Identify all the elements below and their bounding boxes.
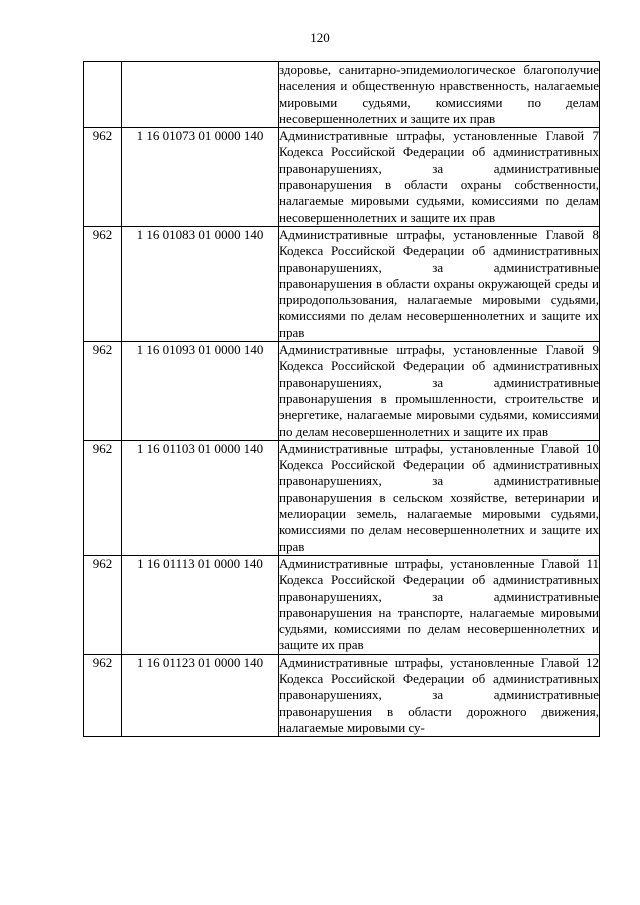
- table-row: [84, 555, 600, 654]
- admin-code-cell: 962: [84, 440, 122, 555]
- kbk-code-cell: 1 16 01113 01 0000 140: [122, 555, 279, 654]
- kbk-code-cell: [122, 62, 279, 128]
- page-number: 120: [310, 30, 330, 45]
- description-cell: [279, 555, 600, 654]
- description-cell: [279, 342, 600, 441]
- kbk-code-cell: 1 16 01103 01 0000 140: [122, 440, 279, 555]
- admin-code-cell: 962: [84, 342, 122, 441]
- kbk-code-cell: 1 16 01123 01 0000 140: [122, 654, 279, 736]
- description-text: Административные штрафы, установленные Главой 11 Кодекса Российской Федерации об административных правонарушениях, за административные правонарушения на транспорте, налагаемые мировыми судьями, комиссиями по делам несовершеннолетних и защите их прав: [279, 555, 599, 653]
- admin-code-cell: 962: [84, 555, 122, 654]
- table-row: [84, 654, 600, 736]
- description-text: Административные штрафы, установленные Главой 10 Кодекса Российской Федерации об административных правонарушениях, за административные правонарушения в сельском хозяйстве, ветеринарии и мелиорации земель, налагаемые мировыми судьями, комиссиями по делам несовершеннолетних и защите их прав: [279, 440, 599, 554]
- budget-codes-table: [83, 61, 600, 737]
- description-text: Административные штрафы, установленные Главой 12 Кодекса Российской Федерации об административных правонарушениях, за административные правонарушения в области дорожного движения, налагаемые мировыми су-: [279, 654, 599, 735]
- kbk-code-cell: 1 16 01093 01 0000 140: [122, 342, 279, 441]
- table-row: [84, 440, 600, 555]
- description-cell: [279, 128, 600, 227]
- kbk-code-cell: 1 16 01073 01 0000 140: [122, 128, 279, 227]
- admin-code-cell: 962: [84, 226, 122, 341]
- description-text: Административные штрафы, установленные Главой 7 Кодекса Российской Федерации об административных правонарушениях, за административные правонарушения в области охраны собственности, налагаемые мировыми судьями, комиссиями по делам несовершеннолетних и защите их прав: [279, 128, 599, 225]
- admin-code-cell: 962: [84, 654, 122, 736]
- description-text: Административные штрафы, установленные Главой 9 Кодекса Российской Федерации об административных правонарушениях, за административные правонарушения в промышленности, строительстве и энергетике, налагаемые мировыми судьями, комиссиями по делам несовершеннолетних и защите их прав: [279, 342, 599, 439]
- table-row: [84, 226, 600, 341]
- table-row: [84, 342, 600, 441]
- kbk-code-cell: 1 16 01083 01 0000 140: [122, 226, 279, 341]
- description-cell: [279, 62, 600, 128]
- description-cell: [279, 226, 600, 341]
- table-row: [84, 62, 600, 128]
- admin-code-cell: [84, 62, 122, 128]
- table-row: [84, 128, 600, 227]
- description-cell: [279, 654, 600, 736]
- admin-code-cell: 962: [84, 128, 122, 227]
- description-text: Административные штрафы, установленные Главой 8 Кодекса Российской Федерации об административных правонарушениях, за административные правонарушения в области охраны окружающей среды и природопользования, налагаемые мировыми судьями, комиссиями по делам несовершеннолетних и защите их прав: [279, 226, 599, 340]
- description-cell: [279, 440, 600, 555]
- description-text: здоровье, санитарно-эпидемиологическое благополучие населения и общественную нравственность, налагаемые мировыми судьями, комиссиями по делам несовершеннолетних и защите их прав: [279, 62, 599, 126]
